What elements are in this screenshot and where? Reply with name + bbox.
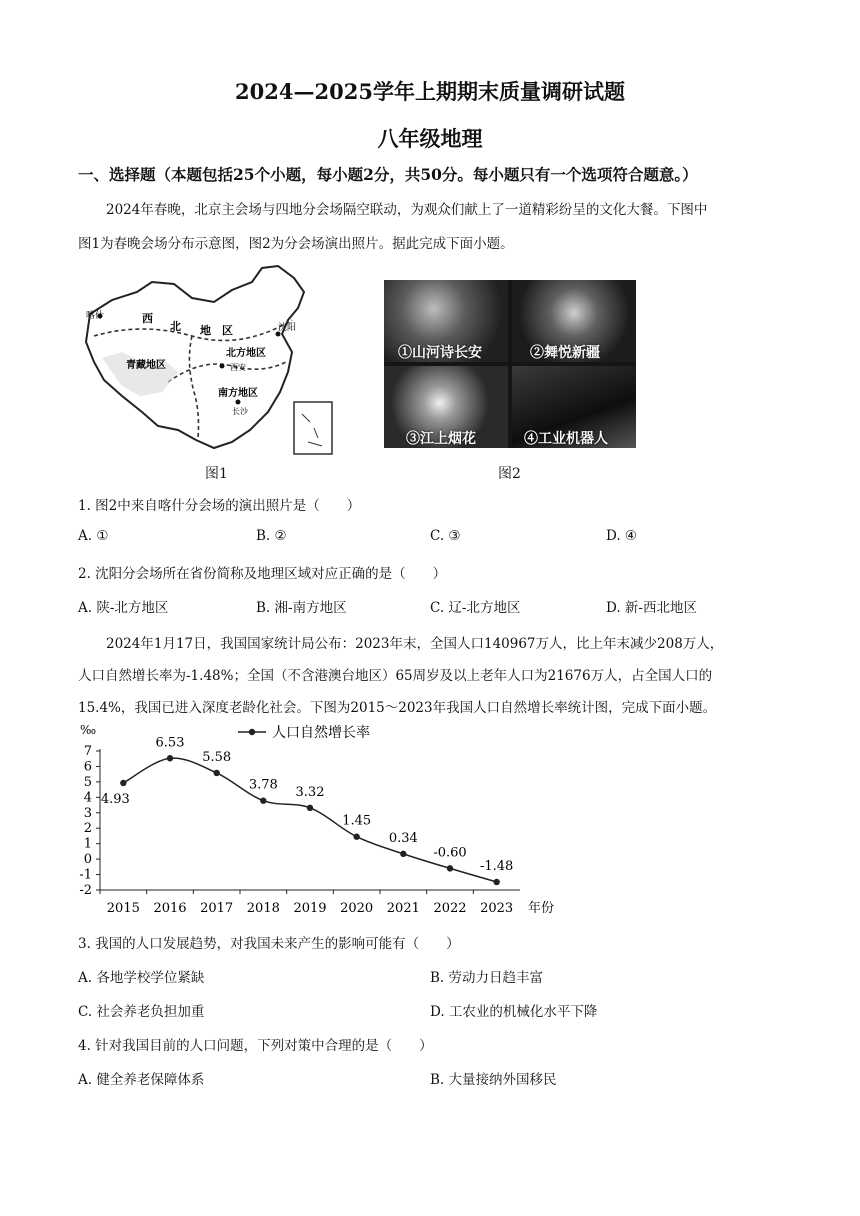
- xian-dot: [220, 364, 225, 369]
- x-tick-label: 2017: [200, 901, 234, 916]
- data-point: [493, 879, 499, 885]
- legend-marker: [249, 729, 255, 735]
- x-axis-label: 年份: [528, 901, 555, 916]
- q3-option-a[interactable]: A. 各地学校学位紧缺: [78, 970, 205, 986]
- q3-option-b[interactable]: B. 劳动力日趋丰富: [430, 970, 544, 986]
- x-tick-label: 2020: [340, 901, 374, 916]
- x-tick-label: 2023: [480, 901, 514, 916]
- figure1-map: [82, 262, 338, 458]
- data-label: 4.93: [100, 791, 130, 807]
- q1-option-a[interactable]: A. ①: [78, 528, 109, 544]
- data-label: -1.48: [479, 858, 514, 874]
- x-tick-label: 2018: [246, 901, 280, 916]
- south-sea-inset: [294, 402, 332, 454]
- data-label: 1.45: [342, 813, 372, 829]
- map-label-bei: 北: [170, 320, 181, 333]
- figure1-caption: 图1: [205, 466, 228, 482]
- data-label: -0.60: [433, 845, 467, 861]
- map-label-northern: 北方地区: [226, 348, 266, 359]
- data-point: [307, 805, 313, 811]
- data-point: [353, 834, 359, 840]
- q1-option-d[interactable]: D. ④: [606, 528, 638, 544]
- data-point: [213, 770, 219, 776]
- x-tick-label: 2015: [106, 901, 140, 916]
- x-tick-label: 2016: [153, 901, 187, 916]
- y-tick-label: 5: [83, 774, 92, 790]
- data-label: 3.78: [248, 777, 278, 793]
- exam-subtitle: 八年级地理: [377, 126, 483, 151]
- x-tick-label: 2022: [433, 901, 467, 916]
- intro2-line3: 15.4%，我国已进入深度老龄化社会。下图为2015～2023年我国人口自然增长率统计图，完成下面小题。: [78, 700, 717, 716]
- q2-option-d[interactable]: D. 新-西北地区: [606, 600, 697, 616]
- data-label: 0.34: [388, 830, 418, 846]
- series-line: [123, 758, 496, 882]
- y-axis-unit: ‰: [80, 723, 97, 737]
- data-label: 6.53: [155, 735, 185, 751]
- exam-title: 2024—2025学年上期期末质量调研试题: [235, 79, 625, 104]
- map-label-changsha: 长沙: [232, 407, 248, 416]
- photo-label-2: ②舞悦新疆: [530, 345, 600, 361]
- y-tick-label: 7: [83, 744, 92, 759]
- region-boundary-3: [189, 336, 198, 438]
- photo-label-3: ③江上烟花: [406, 431, 476, 447]
- y-tick-label: 6: [83, 759, 92, 775]
- data-label: 3.32: [295, 784, 325, 800]
- q1-option-b[interactable]: B. ②: [256, 528, 287, 544]
- q4-stem: 4. 针对我国目前的人口问题，下列对策中合理的是（ ）: [78, 1038, 433, 1054]
- data-point: [260, 798, 266, 804]
- section-heading: 一、选择题（本题包括25个小题，每小题2分，共50分。每小题只有一个选项符合题意。）: [78, 165, 698, 184]
- y-tick-label: -1: [79, 867, 92, 883]
- figure2-caption: 图2: [498, 466, 521, 482]
- data-point: [447, 865, 453, 871]
- intro1-line1: 2024年春晚，北京主会场与四地分会场隔空联动，为观众们献上了一道精彩纷呈的文化大餐。下图中: [106, 202, 708, 218]
- data-point: [400, 851, 406, 857]
- intro2-line1: 2024年1月17日，我国国家统计局公布：2023年末，全国人口140967万人，比上年末减少208万人，: [106, 636, 724, 652]
- q3-option-d[interactable]: D. 工农业的机械化水平下降: [430, 1004, 598, 1020]
- y-tick-label: 0: [83, 852, 92, 868]
- intro1-line2: 图1为春晚会场分布示意图，图2为分会场演出照片。据此完成下面小题。: [78, 236, 514, 252]
- q2-option-c[interactable]: C. 辽-北方地区: [430, 600, 521, 616]
- q2-option-b[interactable]: B. 湘-南方地区: [256, 600, 347, 616]
- region-boundary-2: [168, 362, 286, 382]
- q2-option-a[interactable]: A. 陕-北方地区: [78, 600, 169, 616]
- q1-option-c[interactable]: C. ③: [430, 528, 461, 544]
- map-label-xi: 西: [142, 312, 153, 325]
- map-label-kashi: 喀什: [86, 311, 105, 321]
- changsha-dot: [236, 400, 241, 405]
- figure2-photos: [384, 280, 636, 448]
- data-label: 5.58: [202, 749, 232, 765]
- map-label-di: 地: [200, 324, 211, 337]
- q4-option-a[interactable]: A. 健全养老保障体系: [78, 1072, 205, 1088]
- map-label-shenyang: 沈阳: [278, 323, 297, 333]
- y-tick-label: 3: [83, 805, 92, 821]
- photo-label-1: ①山河诗长安: [398, 345, 482, 361]
- intro2-line2: 人口自然增长率为-1.48%；全国（不含港澳台地区）65周岁及以上老年人口为21676万人，占全国人口的: [78, 668, 713, 684]
- q4-option-b[interactable]: B. 大量接纳外国移民: [430, 1072, 557, 1088]
- growth-rate-chart: [78, 720, 618, 920]
- y-tick-label: -2: [79, 883, 92, 898]
- map-label-southern: 南方地区: [218, 388, 258, 399]
- photo-label-4: ④工业机器人: [524, 431, 608, 447]
- q2-stem: 2. 沈阳分会场所在省份简称及地理区域对应正确的是（ ）: [78, 566, 447, 582]
- y-tick-label: 4: [83, 790, 92, 806]
- legend-label: 人口自然增长率: [272, 725, 370, 741]
- x-tick-label: 2021: [386, 901, 420, 916]
- q3-option-c[interactable]: C. 社会养老负担加重: [78, 1004, 205, 1020]
- inset-islands: [302, 414, 322, 446]
- q1-stem: 1. 图2中来自喀什分会场的演出照片是（ ）: [78, 498, 361, 514]
- y-tick-label: 1: [83, 836, 92, 852]
- data-point: [120, 780, 126, 786]
- data-point: [167, 755, 173, 761]
- map-label-xian: 西安: [230, 363, 246, 372]
- q3-stem: 3. 我国的人口发展趋势，对我国未来产生的影响可能有（ ）: [78, 936, 460, 952]
- y-tick-label: 2: [83, 821, 92, 837]
- map-label-qu: 区: [222, 324, 233, 337]
- x-tick-label: 2019: [293, 901, 327, 916]
- map-label-qingzang: 青藏地区: [126, 360, 166, 371]
- region-boundary-1: [94, 320, 292, 340]
